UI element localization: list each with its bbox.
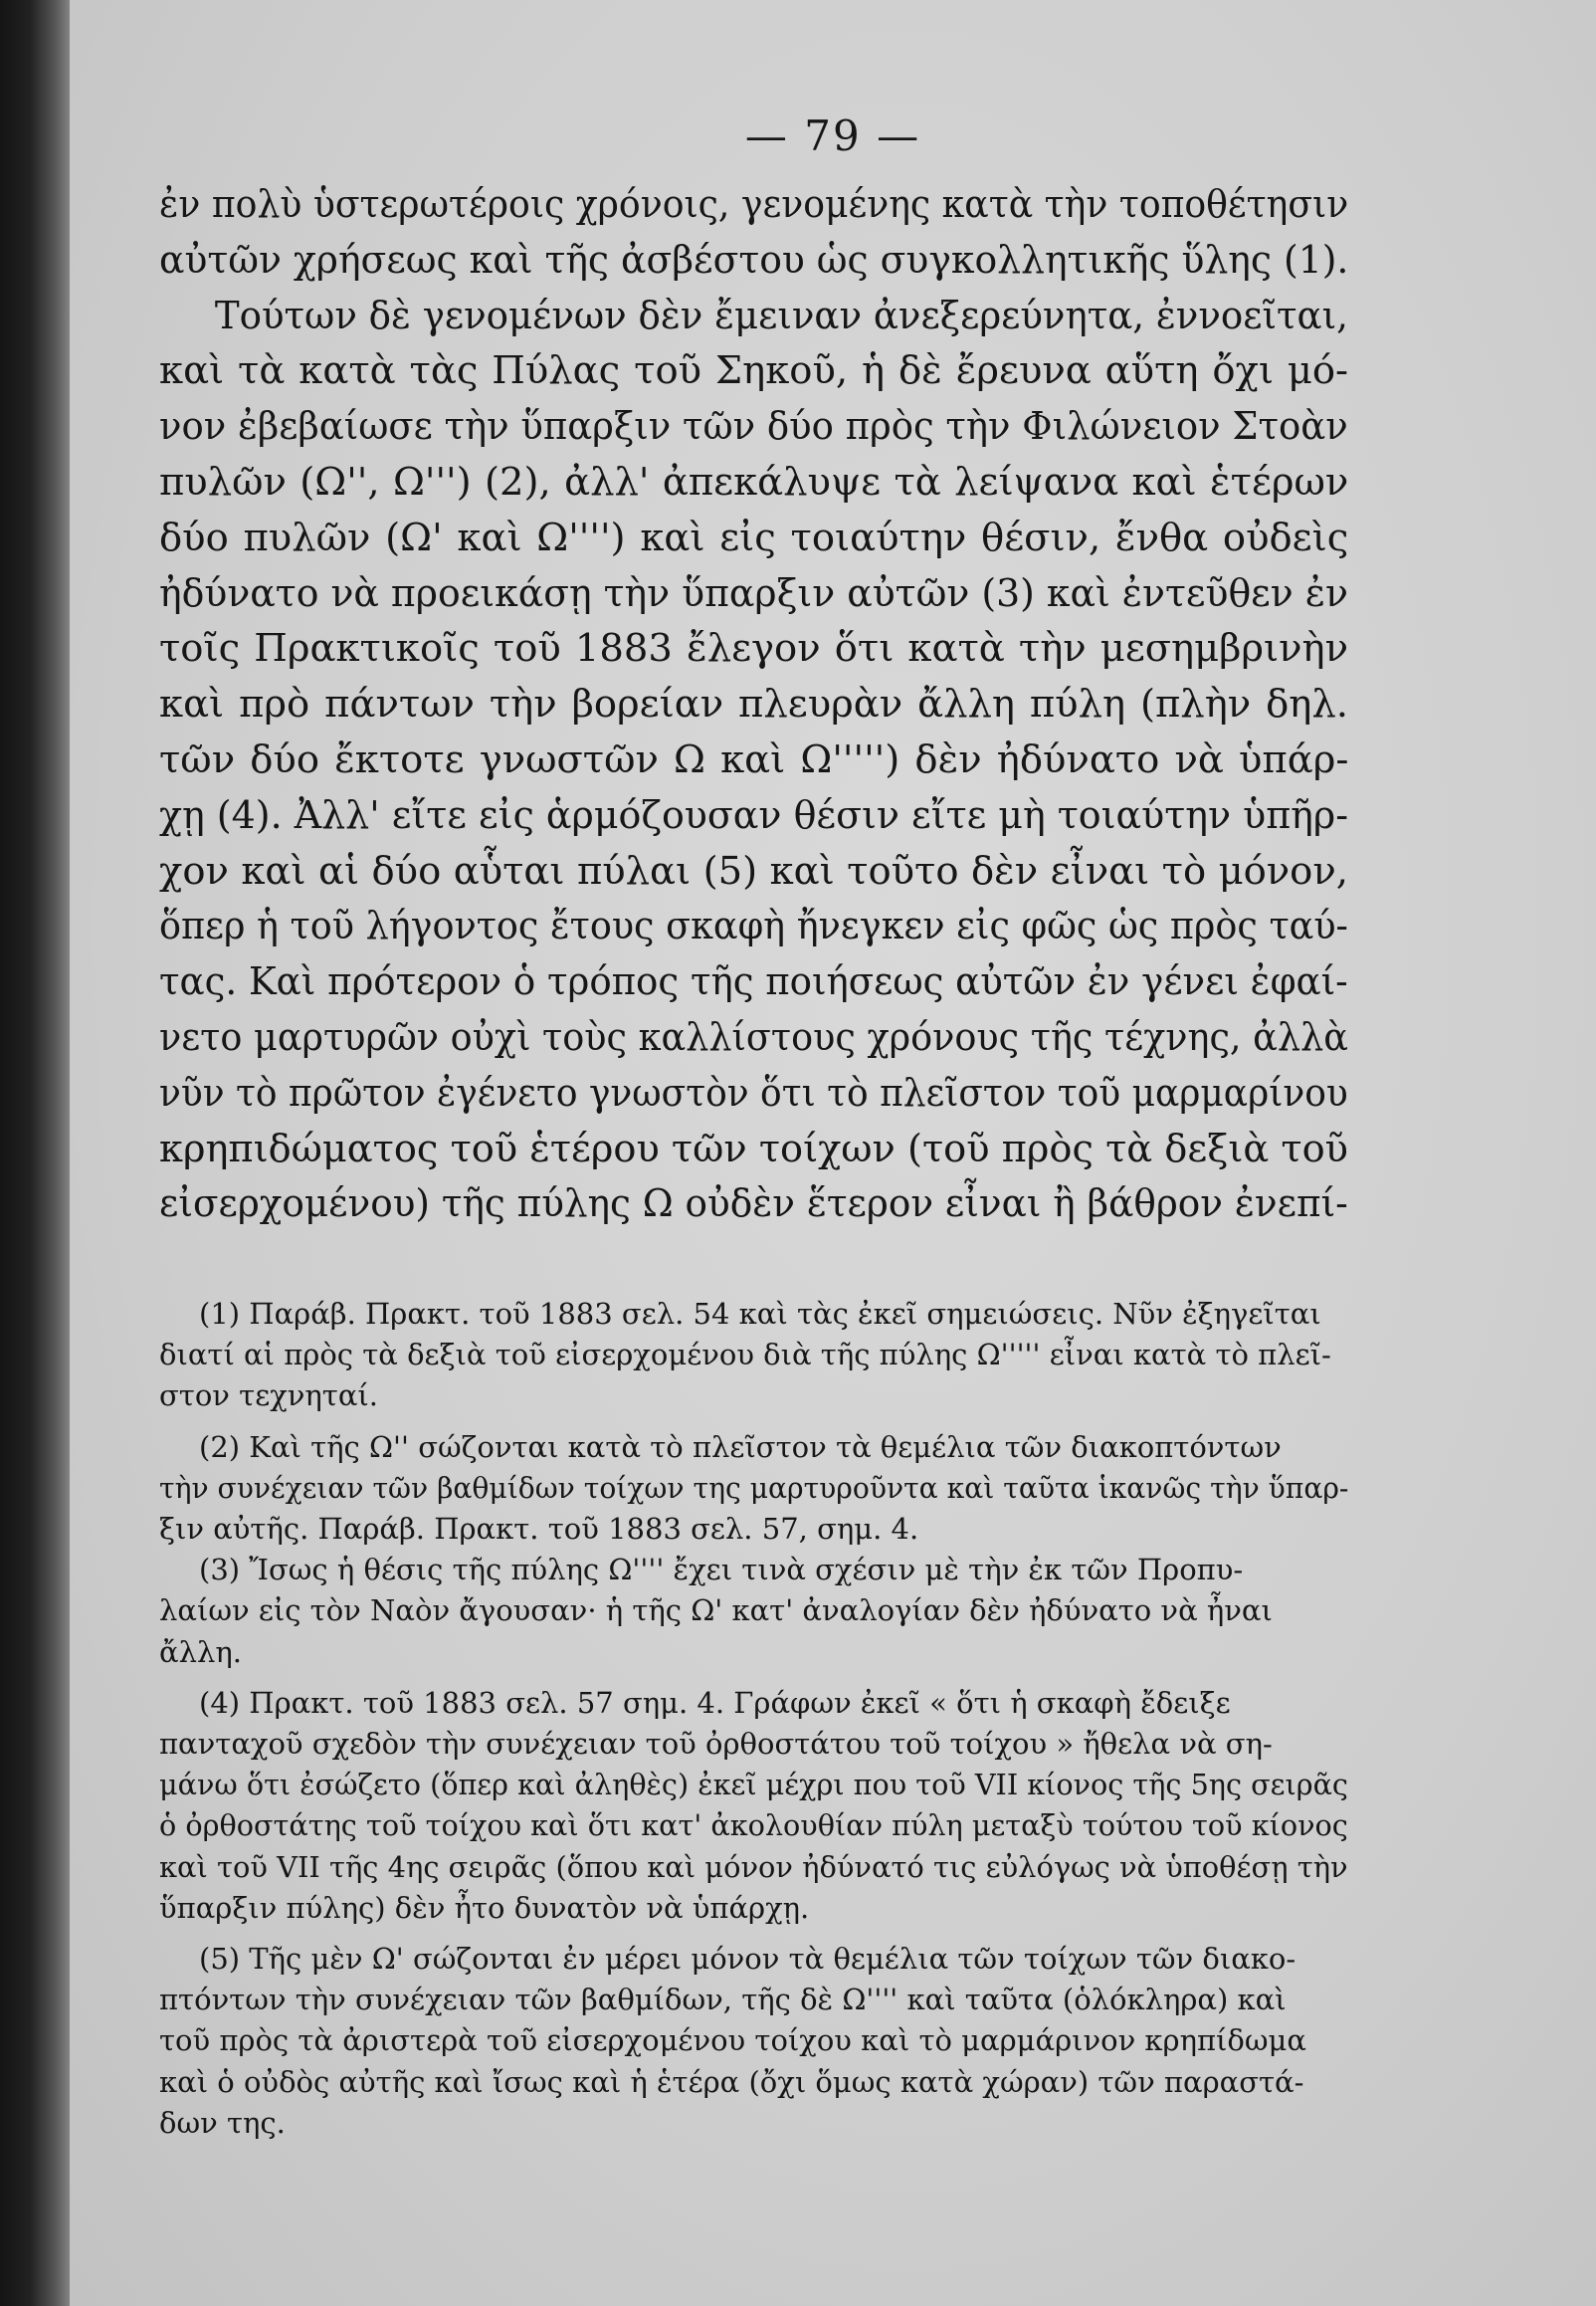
footnote-line: τὴν συνέχειαν τῶν βαθμίδων τοίχων της μαρτυροῦντα καὶ ταῦτα ἱκανῶς τὴν ὕπαρ- xyxy=(159,1470,1349,1505)
body-line: εἰσερχομένου) τῆς πύλης Ω οὐδὲν ἕτερον εἶναι ἢ βάθρον ἐνεπί- xyxy=(159,1181,1348,1227)
body-line: κρηπιδώματος τοῦ ἑτέρου τῶν τοίχων (τοῦ πρὸς τὰ δεξιὰ τοῦ xyxy=(159,1126,1348,1171)
footnote-line: πανταχοῦ σχεδὸν τὴν συνέχειαν τοῦ ὀρθοστάτου τοῦ τοίχου » ἤθελα νὰ ση- xyxy=(159,1727,1273,1762)
body-line: τῶν δύο ἔκτοτε γνωστῶν Ω καὶ Ω''''') δὲν ἠδύνατο νὰ ὑπάρ- xyxy=(159,736,1349,782)
footnote-line: καὶ ὁ οὐδὸς αὐτῆς καὶ ἴσως καὶ ἡ ἑτέρα (ὄχι ὅμως κατὰ χώραν) τῶν παραστά- xyxy=(159,2064,1304,2099)
body-line: αὐτῶν χρήσεως καὶ τῆς ἀσβέστου ὡς συγκολλητικῆς ὕλης (1). xyxy=(159,237,1349,283)
footnote-line: δων της. xyxy=(159,2105,286,2140)
footnote-line: διατί αἱ πρὸς τὰ δεξιὰ τοῦ εἰσερχομένου διὰ τῆς πύλης Ω''''' εἶναι κατὰ τὸ πλεῖ- xyxy=(159,1338,1331,1372)
page-number: — 79 — xyxy=(744,111,921,160)
footnote-line: ξιν αὐτῆς. Παράβ. Πρακτ. τοῦ 1883 σελ. 57, σημ. 4. xyxy=(159,1512,919,1547)
footnote-line: ὁ ὀρθοστάτης τοῦ τοίχου καὶ ὅτι κατ' ἀκολουθίαν πύλη μεταξὺ τούτου τοῦ κίονος xyxy=(159,1808,1348,1843)
footnote-line: καὶ τοῦ VII τῆς 4ης σειρᾶς (ὅπου καὶ μόνον ἠδύνατό τις εὐλόγως νὰ ὑποθέσῃ τὴν xyxy=(159,1849,1348,1884)
footnote-line: ἄλλη. xyxy=(159,1634,242,1669)
body-line: τοῖς Πρακτικοῖς τοῦ 1883 ἔλεγον ὅτι κατὰ τὴν μεσημβρινὴν xyxy=(159,626,1348,672)
body-line: χῃ (4). Ἀλλ' εἴτε εἰς ἁρμόζουσαν θέσιν εἴτε μὴ τοιαύτην ὑπῆρ- xyxy=(159,792,1349,838)
footnote-line: λαίων εἰς τὸν Ναὸν ἄγουσαν· ἡ τῆς Ω' κατ' ἀναλογίαν δὲν ἠδύνατο νὰ ἦναι xyxy=(159,1593,1273,1628)
footnote-line: μάνω ὅτι ἐσώζετο (ὅπερ καὶ ἀληθὲς) ἐκεῖ μέχρι που τοῦ VII κίονος τῆς 5ης σειρᾶς xyxy=(159,1768,1348,1802)
body-line: Τούτων δὲ γενομένων δὲν ἔμειναν ἀνεξερεύνητα, ἐννοεῖται, xyxy=(214,293,1348,338)
body-line: νον ἐβεβαίωσε τὴν ὕπαρξιν τῶν δύο πρὸς τὴν Φιλώνειον Στοὰν xyxy=(159,404,1348,450)
body-line: ἐν πολὺ ὑστερωτέροις χρόνοις, γενομένης κατὰ τὴν τοποθέτησιν xyxy=(159,182,1349,227)
body-line: ὅπερ ἡ τοῦ λήγοντος ἔτους σκαφὴ ἤνεγκεν εἰς φῶς ὡς πρὸς ταύ- xyxy=(159,904,1348,949)
footnote-line: (5) Τῆς μὲν Ω' σώζονται ἐν μέρει μόνον τὰ θεμέλια τῶν τοίχων τῶν διακο- xyxy=(199,1942,1297,1977)
body-line: καὶ πρὸ πάντων τὴν βορείαν πλευρὰν ἄλλη πύλη (πλὴν δηλ. xyxy=(159,682,1348,728)
footnote-line: (4) Πρακτ. τοῦ 1883 σελ. 57 σημ. 4. Γράφων ἐκεῖ « ὅτι ἡ σκαφὴ ἔδειξε xyxy=(199,1685,1231,1720)
footnote-line: (3) Ἴσως ἡ θέσις τῆς πύλης Ω'''' ἔχει τινὰ σχέσιν μὲ τὴν ἐκ τῶν Προπυ- xyxy=(199,1553,1244,1587)
body-line: χον καὶ αἱ δύο αὗται πύλαι (5) καὶ τοῦτο δὲν εἶναι τὸ μόνον, xyxy=(159,848,1348,894)
footnote-line: στον τεχνηταί. xyxy=(159,1378,379,1413)
body-line: ἠδύνατο νὰ προεικάσῃ τὴν ὕπαρξιν αὐτῶν (3) καὶ ἐντεῦθεν ἐν xyxy=(159,570,1348,616)
body-line: τας. Καὶ πρότερον ὁ τρόπος τῆς ποιήσεως αὐτῶν ἐν γένει ἐφαί- xyxy=(159,959,1348,1005)
footnote-line: πτόντων τὴν συνέχειαν τῶν βαθμίδων, τῆς δὲ Ω'''' καὶ ταῦτα (ὁλόκληρα) καὶ xyxy=(159,1983,1287,2017)
footnote-line: τοῦ πρὸς τὰ ἀριστερὰ τοῦ εἰσερχομένου τοίχου καὶ τὸ μαρμάρινον κρηπίδωμα xyxy=(159,2023,1306,2058)
footnote-line: ὕπαρξιν πύλης) δὲν ἦτο δυνατὸν νὰ ὑπάρχῃ. xyxy=(159,1890,810,1925)
body-line: νῦν τὸ πρῶτον ἐγένετο γνωστὸν ὅτι τὸ πλεῖστον τοῦ μαρμαρίνου xyxy=(159,1070,1348,1116)
body-line: νετο μαρτυρῶν οὐχὶ τοὺς καλλίστους χρόνους τῆς τέχνης, ἀλλὰ xyxy=(159,1014,1348,1060)
body-line: πυλῶν (Ω'', Ω''') (2), ἀλλ' ἀπεκάλυψε τὰ λείψανα καὶ ἑτέρων xyxy=(159,459,1349,505)
book-spine-shadow xyxy=(0,0,72,2306)
footnotes xyxy=(159,1294,1348,2144)
footnote-line: (1) Παράβ. Πρακτ. τοῦ 1883 σελ. 54 καὶ τὰς ἐκεῖ σημειώσεις. Νῦν ἐξηγεῖται xyxy=(199,1297,1321,1331)
body-line: δύο πυλῶν (Ω' καὶ Ω'''') καὶ εἰς τοιαύτην θέσιν, ἔνθα οὐδεὶς xyxy=(159,515,1349,560)
book-page xyxy=(70,0,1596,2306)
body-line: καὶ τὰ κατὰ τὰς Πύλας τοῦ Σηκοῦ, ἡ δὲ ἔρευνα αὕτη ὄχι μό- xyxy=(159,348,1349,394)
main-body-text xyxy=(159,177,1348,1232)
footnote-line: (2) Καὶ τῆς Ω'' σώζονται κατὰ τὸ πλεῖστον τὰ θεμέλια τῶν διακοπτόντων xyxy=(199,1429,1282,1464)
